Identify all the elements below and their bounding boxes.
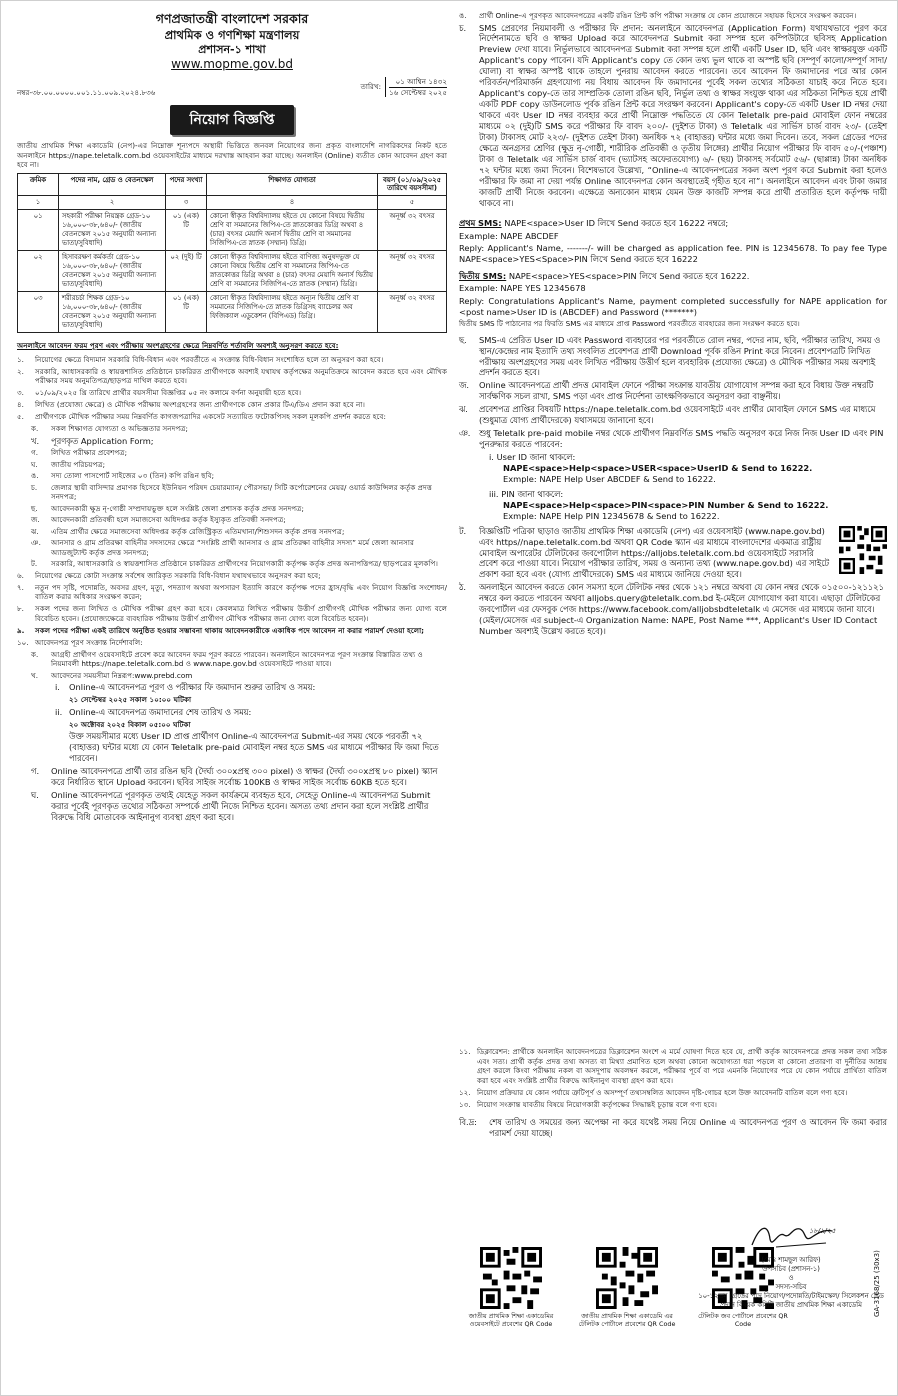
item-text: প্রবেশপত্র প্রাপ্তির বিষয়টি https://nape.teletalk.com.bd ওয়েবসাইটে এবং প্রার্থীর মোবাইল ফোনে SMS এর মাধ্যমে (শুধুমাত্র যোগ্য প্রার্থীদেরকে) যথাসময়ে জানানো হবে।: [479, 404, 876, 426]
list-item: [459, 380, 887, 402]
list-item: [17, 448, 447, 458]
list-item: [459, 1047, 887, 1085]
list-item: [17, 483, 447, 502]
item-number: ১০.: [17, 637, 29, 647]
ministry-name: প্রাথমিক ও গণশিক্ষা মন্ত্রণালয়: [164, 27, 300, 42]
item-text: Online-এ আবেদনপত্র জমাদানের শেষ তারিখ ও সময়:: [69, 706, 252, 717]
list-item: [17, 412, 447, 422]
qr-label: জাতীয় প্রাথমিক শিক্ষা একাডেমির ওয়েবসাইটে প্রবেশের QR Code: [468, 1312, 554, 1329]
nape-teletalk-qr-code-icon[interactable]: [596, 1247, 658, 1309]
item-text: আবেদনকারী ক্ষুদ্র নৃ-গোষ্ঠী সম্প্রদায়ভুক্ত হলে সংশ্লিষ্ট জেলা প্রশাসক কর্তৃক প্রদত্ত সনদপত্র;: [51, 503, 304, 513]
item-letter: চ.: [31, 482, 38, 492]
item-letter: ঙ.: [459, 11, 467, 20]
list-item: [17, 559, 447, 569]
recovery-label: User ID জানা থাকলে:: [496, 452, 576, 463]
nape-website-qr-code-icon[interactable]: [480, 1247, 542, 1309]
second-sms-label: দ্বিতীয় SMS:: [459, 271, 507, 282]
list-item: [17, 790, 447, 823]
qualification-cell: কোনো স্বীকৃত বিশ্ববিদ্যালয় হইতে বাণিজ্য অনুষদভুক্ত যে কোনো বিষয়ে দ্বিতীয় শ্রেণি বা সমমানের জিপিএ-তে স্নাতকোত্তর ডিগ্রি অথবা ৪ (চার) বৎসর মেয়াদি অনার্স দ্বিতীয় শ্রেণি বা সমমানের সিজিপিএ-তে স্নাতক (সম্মান) ডিগ্রি।: [207, 251, 378, 292]
item-letter: ক.: [31, 649, 39, 659]
qualification-cell: কোনো স্বীকৃত বিশ্ববিদ্যালয় হইতে যে কোনো বিষয়ে দ্বিতীয় শ্রেণি বা সমমানের জিপিএ-তে স্নাতকোত্তর ডিগ্রি অথবা ৪ (চার) বৎসর মেয়াদি অনার্স দ্বিতীয় শ্রেণি বা সমমানের সিজিপিএ-তে স্নাতক (সম্মান) ডিগ্রি।: [207, 210, 378, 251]
item-roman: i.: [55, 682, 60, 693]
item-letter: ঘ.: [31, 459, 38, 469]
item-text: বিজ্ঞপ্তিটি পত্রিকা ছাড়াও জাতীয় প্রাথমিক শিক্ষা একাডেমি (নেপ) এর ওয়েবসাইট (www.nape.gov.bd) এবং https//nape.teletalk.com.bd অথবা QR Code স্ক্যান এর মাধ্যমে বাংলাদেশের একমাত্র রাষ্ট্রীয় মোবাইল অপারেটর টেলিটকের জবপোর্টাল https://alljobs.teletalk.com.bd ওয়েবসাইটে সরাসরি প্রবেশ করে পাওয়া যাবে। নিয়োগ পরীক্ষার তারিখ, সময় ও অন্যান্য তথ্য (www.nape.gov.bd) এর সাইটে প্রকাশ করা হবে এবং (যোগ্য প্রার্থীদেরকে) SMS এর মাধ্যমে জানিয়ে দেওয়া হবে।: [479, 525, 830, 580]
list-item: [17, 424, 447, 434]
recovery-example: Exmple: NAPE Help User ABCDEF & Send to 16222.: [503, 473, 716, 484]
item-number: ৬.: [17, 570, 24, 580]
item-letter: ঙ.: [31, 471, 39, 481]
right-column: [459, 11, 887, 639]
nb-label: বি.দ্র:: [459, 1117, 477, 1127]
branch-name: প্রশাসন-১ শাখা: [198, 42, 266, 56]
column-header: বয়স (০১/০৯/২০২৫ তারিখে বয়সসীমা): [378, 173, 447, 196]
second-sms-command: NAPE<space>YES<space>PIN লিখে Send করতে হবে 16222.: [508, 271, 750, 282]
list-item: [17, 527, 447, 537]
list-item: [17, 388, 447, 398]
item-letter: গ.: [31, 448, 38, 458]
left-column: [17, 11, 447, 825]
final-clauses: [459, 1047, 887, 1141]
item-letter: ঝ.: [31, 526, 39, 536]
sms-instructions: [459, 218, 887, 328]
list-item: [459, 428, 887, 450]
item-letter: ক.: [31, 424, 39, 434]
second-sms-example: Example: NAPE YES 12345678: [459, 283, 586, 294]
item-text: সকল পদের জন্য লিখিত ও মৌখিক পরীক্ষা গ্রহণ করা হবে। কেবলমাত্র লিখিত পরীক্ষায় উত্তীর্ণ প্রার্থীগণই মৌখিক পরীক্ষার জন্য যোগ্য বলে বিবেচিত হবেন। (প্রযোজ্যক্ষেত্রে ব্যবহারিক পরীক্ষায় উত্তীর্ণ প্রার্থীগণ মৌখিক পরীক্ষার জন্য যোগ্য বলে বিবেচিত হবেন)।: [35, 604, 447, 623]
signer-committee: ১০-১২তম গ্রেডের পদে নিয়োগ/পদোন্নতি/টাইমস্কেল/ সিলেকশন গ্রেড প্রদান বিষয়ক কমিটি জাতীয় প্রাথমিক শিক্ষা একাডেমি: [698, 1291, 884, 1309]
item-text: লিখিত (প্রযোজ্য ক্ষেত্রে) ও মৌখিক পরীক্ষায় অংশগ্রহণের জন্য প্রার্থীগণকে কোন প্রকার টিএ/ডিএ প্রদান করা হবে না।: [35, 400, 365, 410]
conditions-list: [17, 355, 447, 422]
item-letter: ঞ.: [31, 538, 41, 548]
post-cell: হিসাবরক্ষণ কর্মকর্তা গ্রেড-১০ ১৬,০০০-৩৮,৬৪০/- (জাতীয় বেতনস্কেল ২০১৫ অনুযায়ী অন্যান্য ভাতা/সুবিধাদি): [59, 251, 166, 292]
post-cell: সহকারী পরীক্ষা নিয়ন্ত্রক গ্রেড-১০ ১৬,০০০-৩৮,৬৪০/- (জাতীয় বেতনস্কেল ২০১৫ অনুযায়ী অন্যান্য ভাতা/সুবিধাদি): [59, 210, 166, 251]
item-text: এতিম প্রার্থীর ক্ষেত্রে সমাজসেবা অধিদপ্তর কর্তৃক রেজিস্ট্রিকৃত এতিমখানা/শিশুসদন কর্তৃক প্রদত্ত সনদপত্র;: [51, 526, 345, 536]
list-item: [17, 638, 447, 648]
table-row: [18, 292, 447, 333]
signer-member: সদস্য-সচিব: [775, 1282, 807, 1291]
item-roman: i.: [489, 452, 494, 463]
signer-and: ও: [788, 1273, 794, 1282]
date-label: তারিখ:: [360, 82, 382, 92]
recovery-pin: [459, 489, 887, 522]
signature-block: [691, 1219, 891, 1310]
list-item: [17, 766, 447, 788]
list-item: [17, 515, 447, 525]
item-text: পূরণকৃত Application Form;: [51, 435, 154, 446]
memo-line: [17, 77, 447, 97]
teletalk-qr-code-icon[interactable]: [839, 526, 887, 574]
table-header-row: [18, 173, 447, 196]
documents-list: [17, 424, 447, 569]
recovery-userid: [459, 452, 887, 485]
conditions-list-2: [17, 571, 447, 648]
qr-label: টেলিটক জব পোর্টালে প্রবেশের QR Code: [698, 1312, 788, 1329]
age-cell: অনূর্ধ্ব ৩২ বৎসর: [378, 292, 447, 333]
list-item: [459, 11, 887, 21]
list-item: [17, 367, 447, 386]
list-item: [17, 571, 447, 581]
timeline-item: [17, 707, 447, 718]
item-letter: ঘ.: [31, 790, 39, 801]
item-text: নিয়োগ প্রক্রিয়ার যে কোন পর্যায়ে ত্রুটিপূর্ণ ও অসম্পূর্ণ তথ্যসম্বলিত আবেদন দৃষ্টি-গোচর হলে উক্ত আবেদনটি বাতিল বলে গণ্য হবে।: [477, 1087, 848, 1097]
item-number: ১১.: [459, 1047, 471, 1056]
item-text: সকল শিক্ষাগত যোগ্যতা ও অভিজ্ঞতার সনদপত্র;: [51, 424, 188, 434]
list-item: [459, 1088, 887, 1098]
index-cell: ২: [59, 196, 166, 210]
item-number: ৭.: [17, 582, 24, 592]
item-text: নিয়োগের ক্ষেত্রে কোটা সংক্রান্ত সর্বশেষ জারিকৃত সরকারি বিধি-বিধান যথাযথভাবে অনুসরণ করা হবে;: [35, 570, 321, 580]
list-item: [17, 460, 447, 470]
list-item: [17, 471, 447, 481]
qualification-cell: কোনো স্বীকৃত বিশ্ববিদ্যালয় হইতে অন্যূন দ্বিতীয় শ্রেণি বা সমমানের সিজিপিএ-তে স্নাতক ডিগ্রিসহ ব্যাচেলর অব ফিজিক্যাল এডুকেশন (বিপিএড) ডিগ্রি।: [207, 292, 378, 333]
timeline-value: ২১ সেপ্টেম্বর ২০২৫ সকাল ১০:০০ ঘটিকা: [69, 695, 192, 705]
item-text: নতুন পদ সৃষ্টি, পদোন্নতি, অবসর গ্রহণ, মৃত্যু, পদত্যাগ অথবা অপসারণ ইত্যাদি কারণে কর্তৃপক্ষ পদের হ্রাস/বৃদ্ধি এবং নিয়োগ বিজ্ঞপ্তি সংশোধন/বাতিল করার অধিকার সংরক্ষণ করেন;: [35, 582, 447, 602]
item-text: প্রার্থীগণকে মৌখিক পরীক্ষার সময় নিম্নবর্ণিত কাগজপত্রাদির একসেট সত্যায়িত ফটোকপিসহ সকল মূলকপি প্রদর্শন করতে হবে:: [35, 412, 386, 422]
list-item: [17, 355, 447, 365]
item-text: Online আবেদনপত্রে প্রার্থী প্রদত্ত মোবাইল ফোনে পরীক্ষা সংক্রান্ত যাবতীয় যোগাযোগ সম্পন্ন করা হবে বিধায় উক্ত নম্বরটি সার্বক্ষণিক সচল রাখা, SMS পড়া এবং প্রাপ্ত নির্দেশনা তাৎক্ষণিকভাবে অনুসরণ করা বাঞ্ছনীয়।: [479, 380, 874, 402]
list-item: [17, 583, 447, 602]
date-english: ১৬ সেপ্টেম্বর ২০২৫: [389, 87, 447, 97]
list-item: [459, 1100, 887, 1110]
column-header: ক্রমিক: [18, 173, 59, 196]
recovery-label: PIN জানা থাকলে:: [501, 488, 564, 499]
post-cell: শরীরচর্চা শিক্ষক গ্রেড-১০ ১৬,০০০-৩৮,৬৪০/- (জাতীয় বেতনস্কেল ২০১৫ অনুযায়ী অন্যান্য ভাতা/সুবিধাদি): [59, 292, 166, 333]
item-letter: ট.: [31, 559, 38, 569]
list-item: [459, 526, 887, 581]
item-text: Online আবেদনপত্রে পূরণকৃত তথ্যই যেহেতু সকল কার্যক্রমে ব্যবহৃত হবে, সেহেতু Online-এ আবেদনপত্র Submit করার পূর্বেই পূরণকৃত তথ্যের সঠিকতা সম্পর্কে প্রার্থী নিজে নিশ্চিত হবেন। অসত্য তথ্য প্রদান করা হলে সংশ্লিষ্ট প্রার্থীর বিরুদ্ধে বিধি মোতাবেক আইনানুগ ব্যবস্থা গ্রহণ করা হবে।: [51, 790, 431, 822]
recovery-example: Exmple: NAPE Help PIN 12345678 & Send to 16222.: [503, 510, 720, 521]
website-link[interactable]: www.mopme.gov.bd: [171, 57, 293, 72]
column-header: পদের নাম, গ্রেড ও বেতনস্কেল: [59, 173, 166, 196]
timeline-value: ২০ অক্টোবর ২০২৫ বিকাল ০৫:০০ ঘটিকা: [69, 719, 191, 729]
item-text: জাতীয় পরিচয়পত্র;: [51, 459, 106, 469]
item-text: সদ্য তোলা পাসপোর্ট সাইজের ০৩ (তিন) কপি রঙিন ছবি;: [51, 471, 215, 481]
list-item: [459, 23, 887, 209]
column-header: পদের সংখ্যা: [166, 173, 207, 196]
intro-paragraph: জাতীয় প্রাথমিক শিক্ষা একাডেমি (নেপ)-এর নিম্নোক্ত শূন্যপদে অস্থায়ী ভিত্তিতে জনবল নিয়োগের জন্য প্রকৃত বাংলাদেশি নাগরিকদের নিকট হতে অনলাইনে https://nape.teletalk.com.bd ওয়েবসাইটের মাধ্যমে দরখাস্ত আহবান করা যাচ্ছে। অনলাইন (Online) ব্যতীত কোন আবেদন গ্রহণ করা হবে না।: [17, 141, 447, 170]
item-text: SMS-এ প্রেরিত User ID এবং Password ব্যবহারের পর পরবর্তীতে রোল নম্বর, পদের নাম, ছবি, পরীক্ষার তারিখ, সময় ও স্থান/কেন্দ্রের নাম ইত্যাদি তথ্য সংবলিত প্রবেশপত্র প্রার্থী Download পূর্বক রঙিন Print করে নিবেন। প্রবেশপত্রটি লিখিত পরীক্ষায় অংশগ্রহণের সময় এবং লিখিত পরীক্ষায় উত্তীর্ণ হলে ব্যবহারিক (প্রযোজ্য ক্ষেত্রে) ও মৌখিক পরীক্ষার সময় অবশ্যই প্রদর্শন করতে হবে।: [479, 334, 881, 378]
list-item: [17, 504, 447, 514]
notice-title: নিয়োগ বিজ্ঞপ্তি: [170, 105, 294, 135]
item-number: ৩.: [17, 388, 24, 398]
age-cell: অনূর্ধ্ব ৩২ বৎসর: [378, 210, 447, 251]
item-letter: ছ.: [31, 503, 38, 513]
item-text: ডিক্লারেশন: প্রার্থীকে অনলাইন আবেদনপত্রের ডিক্লারেশন অংশে এ মর্মে ঘোষণা দিতে হবে যে, প্রার্থী কর্তৃক আবেদনপত্রে প্রদত্ত সকল তথ্য সঠিক এবং সত্য। প্রার্থী কর্তৃক প্রদত্ত তথ্য অসত্য বা মিথ্যা প্রমাণিত হলে অথবা কোনো অযোগ্যতা ধরা পড়লে বা কোনো প্রতারণা বা দুর্নীতির আশ্রয় গ্রহণ করলে কিংবা পরীক্ষায় নকল বা অসদুপায় অবলম্বন করলে, পরীক্ষার পূর্বে বা পরে এমনকি নিয়োগের পরে যে কোন পর্যায়ে প্রার্থিতা বাতিল করা হবে এবং সংশ্লিষ্ট প্রার্থীর বিরুদ্ধে আইনানুগ ব্যবস্থা গ্রহণ করা হবে।: [477, 1047, 887, 1085]
item-letter: ঝ.: [459, 404, 468, 415]
item-number: ৪.: [17, 400, 24, 410]
first-sms-reply: Reply: Applicant's Name, -------/- will be charged as application fee. PIN is 12345678. To pay fee Type NAPE<space>YES<Space>PIN লিখে Send করতে হবে 16222: [459, 242, 887, 264]
qr-block: [577, 1247, 677, 1329]
item-text: ০১/০৯/২০২৫ খ্রি তারিখে প্রার্থীর বয়সসীমা বিজ্ঞপ্তির ০৫ নং কলামে বর্ণনা অনুযায়ী হতে হবে।: [35, 388, 302, 398]
table-index-row: [18, 196, 447, 210]
nb-note: [459, 1117, 887, 1139]
header: [17, 11, 447, 73]
timeline-note: উক্ত সময়সীমার মধ্যে User ID প্রাপ্ত প্রার্থীগণ Online-এ আবেদনপত্র Submit-এর সময় থেকে পরবর্তী ৭২ (বাহাত্তর) ঘন্টার মধ্যে যে কোন Teletalk pre-paid মোবাইল নম্বর হতে SMS এর মাধ্যমে পরীক্ষার ফি জমা দিতে পারবেন।: [69, 731, 439, 764]
item-roman: ii.: [55, 706, 63, 717]
list-item: [17, 400, 447, 410]
index-cell: ১: [18, 196, 59, 210]
password-note: দ্বিতীয় SMS টি পাঠানোর পর ফিরতি SMS এর মাধ্যমে প্রাপ্ত Password পরবর্তীতে ব্যবহারের জন্য সংরক্ষণ করতে হবে।: [459, 318, 800, 328]
item-letter: জ.: [459, 380, 470, 391]
item-number: ৯.: [17, 625, 25, 635]
print-code: GA-3168/25 (30x3): [873, 1250, 881, 1317]
item-text: আবেদনের সময়সীমা নিম্নরূপ:www.prebd.com: [51, 670, 193, 680]
item-letter: খ.: [31, 435, 40, 446]
recovery-command: NAPE<space>Help<space>USER<space>UserID & Send to 16222.: [503, 462, 813, 473]
index-cell: ৫: [378, 196, 447, 210]
signature-scribble-icon: [746, 1219, 836, 1253]
item-text: Online আবেদনপত্রে প্রার্থী তার রঙিন ছবি (দৈর্ঘ্য ৩০০xপ্রস্থ ৩০০ pixel) ও স্বাক্ষর (দৈর্ঘ্য ৩০০xপ্রস্থ ৮০ pixel) স্ক্যান করে নির্ধারিত স্থানে Upload করবেন। ছবির সাইজ সর্বোচ্চ 100KB ও স্বাক্ষর সাইজ সর্বোচ্চ 60KB হতে হবে।: [51, 766, 438, 788]
item-roman: iii.: [489, 488, 499, 499]
list-item: [459, 582, 887, 637]
govt-name: গণপ্রজাতন্ত্রী বাংলাদেশ সরকার: [155, 11, 309, 26]
item-letter: ঠ.: [459, 582, 467, 593]
posts-table: [17, 173, 447, 334]
item-number: ১২.: [459, 1087, 471, 1097]
index-cell: ৩: [166, 196, 207, 210]
first-sms-label: প্রথম SMS:: [459, 218, 502, 229]
item-text: সরকারি, আধাসরকারি ও স্বায়ত্তশাসিত প্রতিষ্ঠানে চাকরিরত প্রার্থীগণের নিয়োগকারী কর্তৃপক্ষ কর্তৃক প্রদত্ত অনাপত্তিপত্র/ ছাড়পত্রের মূলকপি।: [51, 559, 438, 569]
item-text: SMS প্রেরণের নিয়মাবলী ও পরীক্ষার ফি প্রদান: অনলাইনে আবেদনপত্র (Application Form) যথাযথভাবে পূরণ করে নির্দেশনামতে ছবি ও স্বাক্ষর Upload করে আবেদনপত্র Submit করা সম্পন্ন হলে কম্পিউটারে ছবিসহ Application Preview দেখা যাবে। নির্ভুলভাবে আবেদনপত্র Submit করা সম্পন্ন হলে প্রার্থী একটি User ID, ছবি এবং স্বাক্ষরযুক্ত একটি Applicant's copy পাবেন। যদি Applicant's copy তে কোন তথ্য ভুল থাকে বা অস্পষ্ট ছবি (সম্পূর্ণ কালো/সম্পূর্ণ সাদা/ঘোলা) বা স্বাক্ষর অস্পষ্ট থাকে তাহলে পুনরায় আবেদন করতে পারবেন। তবে আবেদন ফি জমাদানের পরে আর কোন পরিবর্তন/পরিমার্জন গ্রহণযোগ্য নয় বিধায় আবেদন ফি জমাদানের পূর্বেই সকল তথ্যের সঠিকতা যাচাই করে নিতে হবে। Applicant's copy-তে তার সাম্প্রতিক তোলা রঙিন ছবি, নির্ভুল তথ্য ও স্বাক্ষর সংযুক্ত থাকা এর সঠিকতা নিশ্চিত হয়ে প্রার্থী একটি PDF copy ডাউনলোড পূর্বক রঙিন প্রিন্ট করে সংরক্ষণ করবেন। Applicant's copy-তে একটি User ID নম্বর দেয়া থাকবে এবং User ID নম্বর ব্যবহার করে প্রার্থী নিম্নোক্ত পদ্ধতিতে যে কোন Teletalk pre-paid মোবাইল ফোন নম্বরের মাধ্যমে ০২ (দুই)টি SMS করে পরীক্ষার ফি বাবদ ২০০/- (দুইশত টাকা) ও Teletalk এর সার্ভিস চার্জ বাবদ ২৩/- (তেইশ টাকা) টাকাসহ মোট ২২৩/- (দুইশত তেইশ টাকা) অনধিক ৭২ (বাহাত্তর) ঘন্টার মধ্যে জমা দিবেন। তবে, সকল গ্রেডের পদের ক্ষেত্রে অনগ্রসর শ্রেণির (ক্ষুদ্র নৃ-গোষ্ঠী, শারীরিক প্রতিবন্ধী ও তৃতীয় লিঙ্গের) প্রার্থীর নিয়োগ পরীক্ষার ফি বাবদ ৫০/-(পঞ্চাশ) টাকা ও Teletalk এর সার্ভিস চার্জ বাবদ (ভ্যাটসহ অফেরতযোগ্য) ৬/- (ছয়) টাকাসহ সর্বমোট ৫৬/- (ছাপ্পান্ন) টাকা অনধিক ৭২ ঘন্টার মধ্যে জমা দিবেন। বিশেষভাবে উল্লেখ্য, “Online-এ আবেদনপত্রের সকল অংশ পূরণ করে Submit করা হলেও পরীক্ষার ফি জমা না দেয়া পর্যন্ত Online আবেদনপত্র কোন অবস্থাতেই গৃহীত হবে না”। অনলাইনে আবেদন এবং টাকা জমার কাজটি প্রার্থী নিজে করবেন। এক্ষেত্রে অন্যকোন মাধ্যম যেমন উক্ত কাজটি সম্পন্ন করে প্রার্থী প্রতারিত হলে কর্তৃপক্ষ দায়ী থাকবে না।: [479, 22, 887, 208]
table-row: [18, 251, 447, 292]
list-item: [459, 404, 887, 426]
item-letter: ছ.: [459, 334, 467, 345]
item-text: আনসার ও গ্রাম প্রতিরক্ষা বাহিনীর সদস্যদের ক্ষেত্রে “সংশ্লিষ্ট প্রার্থী আনসার ও গ্রাম প্রতিরক্ষা বাহিনীর সদস্য” মর্মে জেলা আনসার অ্যাডজুট্যান্ট কর্তৃক প্রদত্ত সনদপত্র;: [51, 538, 414, 557]
item-text: নিয়োগ সংক্রান্ত যাবতীয় বিষয়ে নিয়োগকারী কর্তৃপক্ষের সিদ্ধান্তই চূড়ান্ত বলে গণ্য হবে।: [477, 1099, 717, 1109]
item-text: নিয়োগের ক্ষেত্রে বিদ্যমান সরকারি বিধি-বিধান এবং পরবর্তীতে এ সংক্রান্ত বিধি-বিধান সংশোধিত হলে তা অনুসরণ করা হবে।: [35, 354, 384, 364]
age-cell: অনূর্ধ্ব ৩২ বৎসর: [378, 251, 447, 292]
sl-cell: ০৩: [18, 292, 59, 333]
item-letter: জ.: [31, 515, 40, 525]
count-cell: ০১ (এক) টি: [166, 210, 207, 251]
qr-block: [461, 1247, 561, 1329]
item-letter: খ.: [31, 670, 39, 680]
item-text: সরকারি, আধাসরকারি ও স্বায়ত্তশাসিত প্রতিষ্ঠানে চাকরিরত প্রার্থীগণকে অবশ্যই যথাযথ কর্তৃপক্ষের অনুমতিক্রমে আবেদন করতে হবে এবং মৌখিক পরীক্ষার সময় অনুমতিপত্র/ছাড়পত্র দাখিল করতে হবে।: [35, 366, 447, 386]
item-text: সকল পদের পরীক্ষা একই তারিখে অনুষ্ঠিত হওয়ার সম্ভাবনা থাকায় আবেদনকারীকে একাধিক পদে আবেদন না করার পরামর্শ দেওয়া হলো;: [35, 625, 425, 635]
count-cell: ০২ (দুই) টি: [166, 251, 207, 292]
item-number: ১.: [17, 354, 24, 364]
timeline-item: [17, 682, 447, 693]
item-number: ১৩.: [459, 1099, 471, 1109]
item-letter: ট.: [459, 525, 467, 536]
item-number: ৫.: [17, 412, 24, 422]
item-text: প্রার্থী Online-এ পূরণকৃত আবেদনপত্রের একটি রঙিন প্রিন্ট কপি পরীক্ষা সংক্রান্ত যে কোন প্রয়োজনে সহায়ক হিসেবে সংরক্ষণ করবেন।: [479, 11, 857, 20]
list-item: [17, 650, 447, 669]
list-item: [459, 335, 887, 379]
first-sms-command: NAPE<space>User ID লিখে Send করতে হবে 16222 নম্বরে;: [504, 218, 729, 229]
item-text: জেলার স্থায়ী বাসিন্দার প্রমাণক হিসেবে ইউনিয়ন পরিষদ চেয়ারম্যান/ পৌরসভা/ সিটি কর্পোরেশনের মেয়র/ ওয়ার্ড কাউন্সিলর কর্তৃক প্রদত্ত সনদপত্র;: [51, 482, 432, 502]
nb-text: শেষ তারিখ ও সময়ের জন্য অপেক্ষা না করে যথেষ্ট সময় নিয়ে Online এ আবেদনপত্র পূরণ ও আবেদন ফি জমা করার পরামর্শ দেয়া যাচ্ছে।: [489, 1117, 887, 1138]
qr-label: জাতীয় প্রাথমিক শিক্ষা একাডেমি এর টেলিটক পোর্টালে প্রবেশের QR Code: [578, 1312, 676, 1329]
column-header: শিক্ষাগত যোগ্যতা: [207, 173, 378, 196]
item-letter: চ.: [459, 22, 467, 33]
list-item: [17, 436, 447, 447]
index-cell: ৪: [207, 196, 378, 210]
conditions-heading: অনলাইনে আবেদন ফরম পূরণ এবং পরীক্ষায় অংশগ্রহণের ক্ষেত্রে নিম্নবর্ণিত শর্তাবলি অবশ্যই অনুসরণ করতে হবে:: [17, 341, 339, 351]
item-text: লিখিত পরীক্ষার প্রবেশপত্র;: [51, 448, 127, 458]
item-text: অনলাইনে আবেদন করতে কোন সমস্যা হলে টেলিটক নম্বর থেকে ১২১ নম্বরে অথবা যে কোন নম্বর থেকে ০১৫০০-১২১১২১ নম্বরে কল করতে পারবেন অথবা alljobs.query@teletalk.com.bd ই-মেইলে যোগাযোগ করা যাবে। এছাড়া টেলিটকের জবপোর্টাল এর ফেসবুক পেজ https://www.facebook.com/alljobsbdteletalk এ মেসেজ এর মাধ্যমে জানা যাবে। (মেইল/মেসেজ এর subject-এ Organization Name: NAPE, Post Name ***, Applicant's User ID Contact Number অবশ্যই উল্লেখ করতে হবে)।: [479, 582, 884, 637]
item-number: ২.: [17, 366, 24, 376]
signer-designation: উপসচিব (প্রশাসন-১): [762, 1264, 820, 1273]
sl-cell: ০২: [18, 251, 59, 292]
item-number: ৮.: [17, 604, 24, 614]
signature-date: ১৮/৯/২৫: [809, 1227, 836, 1235]
item-text: Online-এ আবেদনপত্র পূরণ ও পরীক্ষার ফি জমাদান শুরুর তারিখ ও সময়:: [69, 682, 316, 693]
list-item: [17, 626, 447, 636]
date-box: [360, 77, 447, 97]
table-row: [18, 210, 447, 251]
count-cell: ০১ (এক) টি: [166, 292, 207, 333]
dates: [385, 77, 447, 97]
list-item: [17, 671, 447, 681]
apply-list: [17, 650, 447, 823]
item-text: শুধু Teletalk pre-paid mobile নম্বর থেকে প্রার্থীগণ নিম্নবর্ণিত SMS পদ্ধতি অনুসরণ করে নিজ নিজ User ID এবং PIN পুনরুদ্ধার করতে পারবেন:: [479, 428, 884, 450]
first-sms-example: Example: NAPE ABCDEF: [459, 230, 559, 241]
item-text: আবেদনপত্র পূরণ সংক্রান্ত নির্দেশাবলি:: [35, 637, 143, 647]
recovery-command: NAPE<space>Help<space>PIN<space>PIN Number & Send to 16222.: [503, 499, 829, 510]
memo-number: নম্বর-৩৮.০০.০০০০.০০১.১১.০০৯.২০২৪.৮৩৬: [17, 87, 156, 97]
item-text: আগ্রহী প্রার্থীগণ ওয়েবসাইটে প্রবেশ করে আবেদন ফরম পূরণ করতে পারবেন। অনলাইনে আবেদনপত্র পূরণ সংক্রান্ত বিস্তারিত তথ্য ও নিয়মাবলী https://nape.teletalk.com.bd ও www.nape.gov.bd ওয়েবসাইটে পাওয়া যাবে।: [51, 649, 423, 669]
date-bengali: ০১ আশ্বিন ১৪৩২: [389, 77, 447, 88]
second-sms-reply: Reply: Congratulations Applicant's Name, payment completed successfully for NAPE application for <post name>User ID is (ABCDEF) and Password (*******): [459, 295, 887, 317]
item-text: আবেদনকারী প্রতিবন্ধী হলে সমাজসেবা অধিদপ্তর কর্তৃক ইস্যুকৃত প্রতিবন্ধী সনদপত্র;: [51, 515, 286, 525]
item-letter: গ.: [31, 766, 40, 777]
item-letter: ঞ.: [459, 428, 471, 439]
sl-cell: ০১: [18, 210, 59, 251]
list-item: [17, 538, 447, 557]
signer-name: (মোঃ শামছুল আরিফ): [761, 1255, 821, 1264]
list-item: [17, 604, 447, 623]
